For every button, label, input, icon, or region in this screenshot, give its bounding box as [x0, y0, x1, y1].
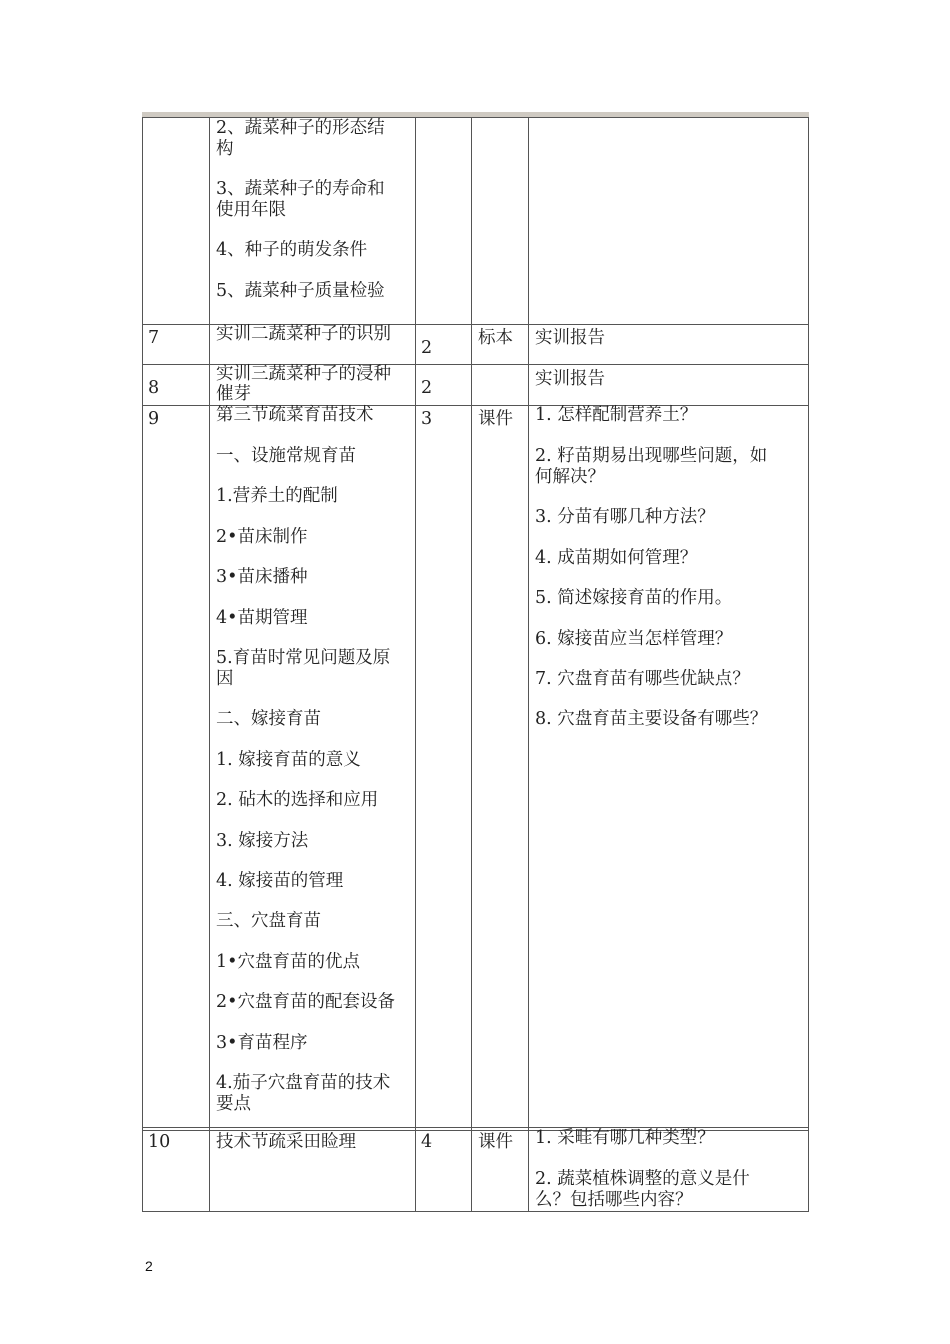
cell-content-line: 3. 嫁接方法	[216, 831, 309, 851]
cell-content-line: 2•穴盘育苗的配套设备	[216, 992, 395, 1012]
cell-content-line: 5、蔬菜种子质量检验	[216, 281, 385, 301]
cell-content-line: 1. 嫁接育苗的意义	[216, 750, 361, 770]
cell-homework-line: 8. 穴盘育苗主要设备有哪些？	[535, 709, 768, 729]
cell-content-line: 4、种子的萌发条件	[216, 240, 368, 260]
cell-homework-line: 2. 籽苗期易出现哪些问题，如	[535, 446, 768, 466]
cell-content-line: 实训二蔬菜种子的识别	[216, 324, 391, 344]
cell-content-line: 二、嫁接育苗	[216, 709, 321, 729]
cell-no: 9	[148, 409, 160, 429]
cell-homework-line: 实训报告	[535, 369, 605, 389]
cell-homework-line: 1. 采畦有哪几种类型？	[535, 1128, 715, 1148]
cell-homework-line: 1. 怎样配制营养土？	[535, 405, 698, 425]
cell-content-line: 2、蔬菜种子的形态结	[216, 118, 385, 138]
table-vline-3	[471, 117, 472, 1212]
cell-content-line: 3、蔬菜种子的寿命和	[216, 179, 385, 199]
table-vline-right	[808, 117, 809, 1212]
cell-no: 7	[148, 328, 160, 348]
cell-homework-line: 何解决？	[535, 467, 605, 487]
cell-homework-line: 7. 穴盘育苗有哪些优缺点？	[535, 669, 750, 689]
cell-content-line: 因	[216, 669, 234, 689]
page-number: 2	[145, 1258, 153, 1274]
cell-content-line: 4•苗期管理	[216, 608, 308, 628]
cell-content-line: 一、设施常规育苗	[216, 446, 356, 466]
table-vline-1	[209, 117, 210, 1212]
cell-method: 课件	[478, 1132, 513, 1152]
cell-homework-line: 3. 分苗有哪几种方法？	[535, 507, 715, 527]
cell-no: 10	[148, 1132, 171, 1152]
cell-content-line: 2•苗床制作	[216, 527, 308, 547]
cell-hours: 4	[421, 1132, 433, 1152]
cell-homework-line: 实训报告	[535, 328, 605, 348]
cell-homework-line: 6. 嫁接苗应当怎样管理？	[535, 629, 733, 649]
cell-no: 8	[148, 378, 160, 398]
cell-content-line: 三、穴盘育苗	[216, 911, 321, 931]
cell-content-line: 4.茄子穴盘育苗的技术	[216, 1073, 391, 1093]
cell-method: 课件	[478, 409, 513, 429]
cell-content-line: 第三节疏菜育苗技术	[216, 405, 374, 425]
cell-homework-line: 2. 蔬菜植株调整的意义是什	[535, 1169, 750, 1189]
cell-content-line: 构	[216, 139, 234, 159]
cell-content-line: 5.育苗时常见问题及原	[216, 648, 391, 668]
cell-homework-line: 5. 简述嫁接育苗的作用。	[535, 588, 733, 608]
cell-homework-line: 4. 成苗期如何管理？	[535, 548, 698, 568]
cell-content-line: 1.营养土的配制	[216, 486, 338, 506]
cell-content-line: 4. 嫁接苗的管理	[216, 871, 344, 891]
cell-method: 标本	[478, 328, 513, 348]
cell-content-line: 要点	[216, 1094, 251, 1114]
cell-content-line: 3•育苗程序	[216, 1033, 308, 1053]
cell-content-line: 催芽	[216, 384, 251, 404]
cell-content-line: 使用年限	[216, 200, 286, 220]
cell-hours: 2	[421, 338, 433, 358]
cell-hours: 3	[421, 409, 433, 429]
cell-content-line: 实训三蔬菜种子的浸种	[216, 364, 391, 384]
cell-content-line: 3•苗床播种	[216, 567, 308, 587]
table-vline-2	[415, 117, 416, 1212]
table-hline-bottom	[142, 1211, 809, 1212]
cell-hours: 2	[421, 378, 433, 398]
cell-content-line: 技术节疏采田睑理	[216, 1132, 356, 1152]
cell-content-line: 1•穴盘育苗的优点	[216, 952, 360, 972]
table-vline-left	[142, 117, 143, 1212]
cell-homework-line: 么？包括哪些内容？	[535, 1190, 693, 1210]
cell-content-line: 2. 砧木的选择和应用	[216, 790, 379, 810]
table-vline-4	[528, 117, 529, 1212]
